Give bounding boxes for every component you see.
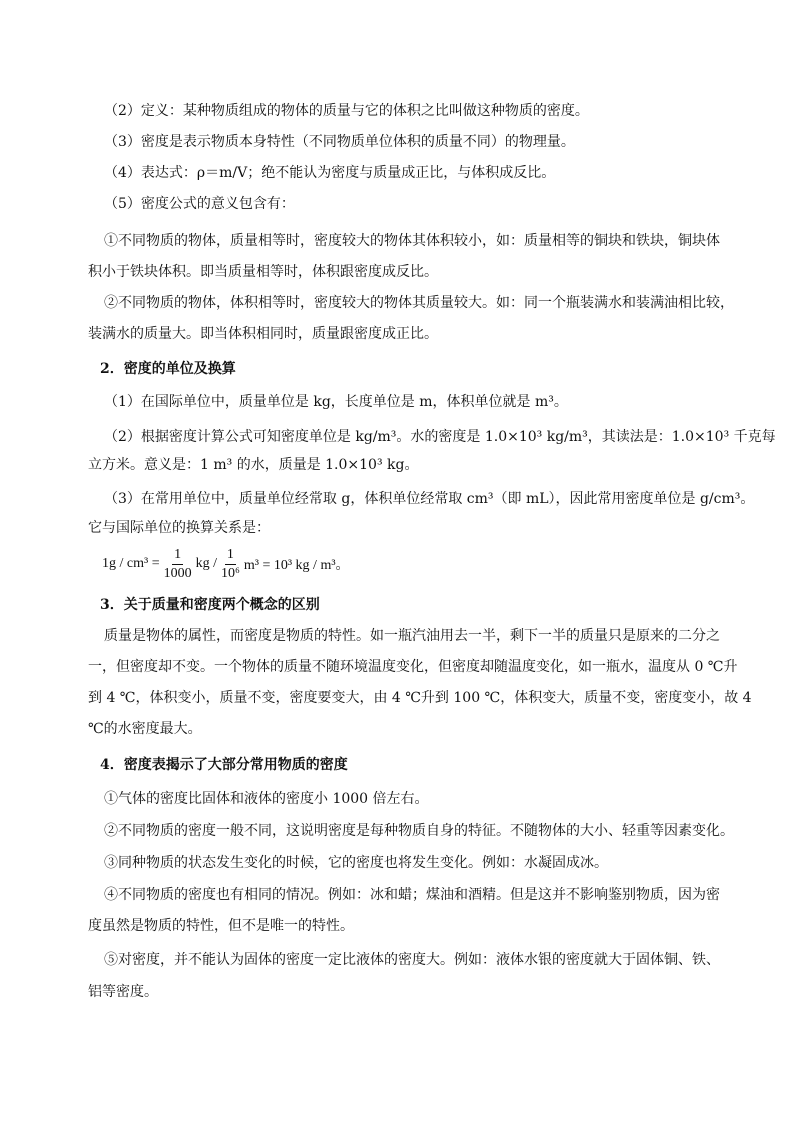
- table-point-3: ③同种物质的状态发生变化的时候，它的密度也将发生变化。例如：水凝固成冰。: [104, 855, 608, 871]
- difference-line-1: 质量是物体的属性，而密度是物质的特性。如一瓶汽油用去一半，剩下一半的质量只是原来的二分之: [104, 628, 720, 644]
- fraction-2-denominator: 10⁶: [220, 565, 240, 581]
- point-1-line-2: 积小于铁块体积。即当质量相等时，体积跟密度成反比。: [88, 264, 438, 280]
- table-point-5-line-1: ⑤对密度，并不能认为固体的密度一定比液体的密度大。例如：液体水银的密度就大于固体铜、铁、: [104, 952, 720, 968]
- property-line: （3）密度是表示物质本身特性（不同物质单位体积的质量不同）的物理量。: [104, 134, 575, 150]
- formula-fraction-2: [219, 546, 242, 583]
- conversion-formula: [102, 540, 350, 588]
- unit-line-1: （1）在国际单位中，质量单位是 kg，长度单位是 m，体积单位就是 m³。: [104, 394, 568, 410]
- section-4-heading: 4．密度表揭示了大部分常用物质的密度: [100, 757, 348, 773]
- difference-line-3: 到 4 ℃，体积变小，质量不变，密度要变大，由 4 ℃升到 100 ℃，体积变大，质量不变，密度变小，故 4: [88, 690, 752, 706]
- point-2-line-2: 装满水的质量大。即当体积相同时，质量跟密度成正比。: [88, 326, 438, 342]
- fraction-2-numerator: 1: [225, 546, 236, 565]
- formula-lhs: 1g / cm³ =: [102, 556, 160, 571]
- unit-line-3: 立方米。意义是：1 m³ 的水，质量是 1.0×10³ kg。: [88, 457, 419, 473]
- formula-fraction-1: [162, 546, 194, 583]
- fraction-1-denominator: 1000: [163, 565, 192, 581]
- expression-line: （4）表达式：ρ＝m/V；绝不能认为密度与质量成正比，与体积成反比。: [104, 165, 556, 181]
- difference-line-4: ℃的水密度最大。: [88, 721, 202, 737]
- unit-line-5: 它与国际单位的换算关系是：: [88, 520, 270, 536]
- formula-rhs: m³ = 10³ kg / m³。: [243, 558, 350, 573]
- formula-mid: kg /: [195, 556, 217, 571]
- table-point-2: ②不同物质的密度一般不同，这说明密度是每种物质自身的特征。不随物体的大小、轻重等因素变化。: [104, 823, 734, 839]
- section-2-heading: 2．密度的单位及换算: [100, 361, 236, 377]
- table-point-1: ①气体的密度比固体和液体的密度小 1000 倍左右。: [104, 791, 429, 807]
- section-3-heading: 3．关于质量和密度两个概念的区别: [100, 597, 320, 613]
- unit-line-4: （3）在常用单位中，质量单位经常取 g，体积单位经常取 cm³（即 mL），因此常用密度单位是 g/cm³。: [104, 491, 755, 507]
- point-2-line-1: ②不同物质的物体，体积相等时，密度较大的物体其质量较大。如：同一个瓶装满水和装满油相比较，: [104, 295, 734, 311]
- unit-line-2: （2）根据密度计算公式可知密度单位是 kg/m³。水的密度是 1.0×10³ kg/m³，其读法是：1.0×10³ 千克每: [104, 429, 776, 445]
- point-1-line-1: ①不同物质的物体，质量相等时，密度较大的物体其体积较小，如：质量相等的铜块和铁块，铜块体: [104, 233, 720, 249]
- table-point-4-line-2: 度虽然是物质的特性，但不是唯一的特性。: [88, 918, 354, 934]
- table-point-4-line-1: ④不同物质的密度也有相同的情况。例如：冰和蜡；煤油和酒精。但是这并不影响鉴别物质，因为密: [104, 887, 720, 903]
- difference-line-2: 一，但密度却不变。一个物体的质量不随环境温度变化，但密度却随温度变化，如一瓶水，温度从 0 ℃升: [88, 659, 738, 675]
- meaning-line: （5）密度公式的意义包含有：: [104, 196, 295, 212]
- definition-line: （2）定义：某种物质组成的物体的质量与它的体积之比叫做这种物质的密度。: [104, 103, 589, 119]
- fraction-1-numerator: 1: [172, 546, 183, 565]
- table-point-5-line-2: 铝等密度。: [88, 984, 158, 1000]
